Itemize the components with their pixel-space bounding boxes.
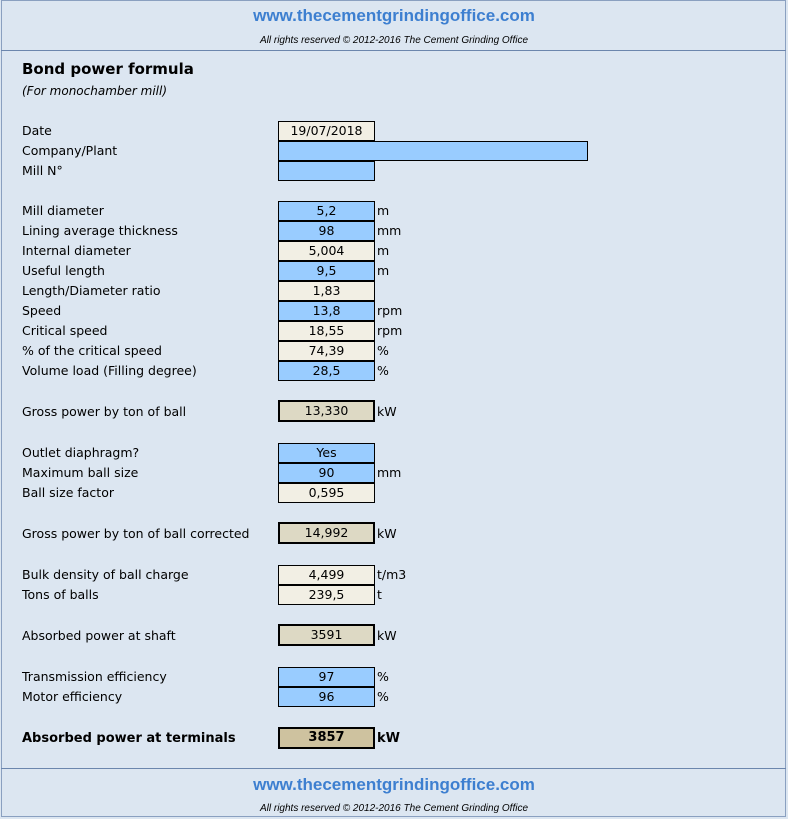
motor-efficiency-label: Motor efficiency (22, 689, 123, 704)
internal-diameter-value: 5,004 (278, 241, 375, 261)
pct-critical-speed-label: % of the critical speed (22, 343, 162, 358)
absorbed-power-shaft-unit: kW (377, 628, 397, 643)
critical-speed-unit: rpm (377, 323, 403, 338)
date-label: Date (22, 123, 52, 138)
max-ball-size-unit: mm (377, 465, 402, 480)
site-link-bottom[interactable]: www.thecementgrindingoffice.com (253, 775, 535, 794)
useful-length-label: Useful length (22, 263, 105, 278)
tons-of-balls-unit: t (377, 587, 382, 602)
absorbed-power-shaft-label: Absorbed power at shaft (22, 628, 176, 643)
copyright-top: All rights reserved © 2012-2016 The Cement Grinding Office (259, 35, 529, 46)
useful-length-input[interactable]: 9,5 (278, 261, 375, 281)
outlet-diaphragm-label: Outlet diaphragm? (22, 445, 140, 460)
speed-label: Speed (22, 303, 62, 318)
volume-load-input[interactable]: 28,5 (278, 361, 375, 381)
bulk-density-value: 4,499 (278, 565, 375, 585)
volume-load-unit: % (377, 363, 389, 378)
lining-thickness-input[interactable]: 98 (278, 221, 375, 241)
site-link-top[interactable]: www.thecementgrindingoffice.com (253, 6, 535, 25)
company-input[interactable] (278, 141, 588, 161)
mill-diameter-label: Mill diameter (22, 203, 104, 218)
header-divider (1, 50, 786, 51)
max-ball-size-label: Maximum ball size (22, 465, 139, 480)
pct-critical-speed-unit: % (377, 343, 389, 358)
gross-power-corrected-unit: kW (377, 526, 397, 541)
speed-input[interactable]: 13,8 (278, 301, 375, 321)
pct-critical-speed-value: 74,39 (278, 341, 375, 361)
page-title: Bond power formula (22, 60, 194, 78)
absorbed-power-terminals-value: 3857 (278, 727, 375, 749)
gross-power-label: Gross power by ton of ball (22, 404, 187, 419)
copyright-bottom: All rights reserved © 2012-2016 The Cement Grinding Office (259, 803, 529, 814)
gross-power-corrected-label: Gross power by ton of ball corrected (22, 526, 250, 541)
transmission-efficiency-unit: % (377, 669, 389, 684)
company-label: Company/Plant (22, 143, 118, 158)
ball-size-factor-value: 0,595 (278, 483, 375, 503)
mill-diameter-unit: m (377, 203, 390, 218)
ld-ratio-label: Length/Diameter ratio (22, 283, 161, 298)
volume-load-label: Volume load (Filling degree) (22, 363, 197, 378)
useful-length-unit: m (377, 263, 390, 278)
tons-of-balls-value: 239,5 (278, 585, 375, 605)
lining-thickness-label: Lining average thickness (22, 223, 178, 238)
gross-power-value: 13,330 (278, 400, 375, 422)
motor-efficiency-input[interactable]: 96 (278, 687, 375, 707)
absorbed-power-terminals-unit: kW (377, 731, 400, 746)
mill-number-label: Mill N° (22, 163, 63, 178)
footer-divider (1, 768, 786, 769)
gross-power-corrected-value: 14,992 (278, 522, 375, 544)
internal-diameter-unit: m (377, 243, 390, 258)
internal-diameter-label: Internal diameter (22, 243, 131, 258)
mill-number-input[interactable] (278, 161, 375, 181)
transmission-efficiency-input[interactable]: 97 (278, 667, 375, 687)
critical-speed-label: Critical speed (22, 323, 108, 338)
mill-diameter-input[interactable]: 5,2 (278, 201, 375, 221)
bulk-density-label: Bulk density of ball charge (22, 567, 189, 582)
transmission-efficiency-label: Transmission efficiency (22, 669, 167, 684)
outlet-diaphragm-select[interactable]: Yes (278, 443, 375, 463)
tons-of-balls-label: Tons of balls (22, 587, 99, 602)
absorbed-power-terminals-label: Absorbed power at terminals (22, 731, 236, 746)
gross-power-unit: kW (377, 404, 397, 419)
date-cell[interactable]: 19/07/2018 (278, 121, 375, 141)
page-subtitle: (For monochamber mill) (22, 84, 168, 98)
absorbed-power-shaft-value: 3591 (278, 624, 375, 646)
critical-speed-value: 18,55 (278, 321, 375, 341)
motor-efficiency-unit: % (377, 689, 389, 704)
bulk-density-unit: t/m3 (377, 567, 407, 582)
ball-size-factor-label: Ball size factor (22, 485, 114, 500)
ld-ratio-value: 1,83 (278, 281, 375, 301)
lining-thickness-unit: mm (377, 223, 402, 238)
max-ball-size-input[interactable]: 90 (278, 463, 375, 483)
speed-unit: rpm (377, 303, 403, 318)
